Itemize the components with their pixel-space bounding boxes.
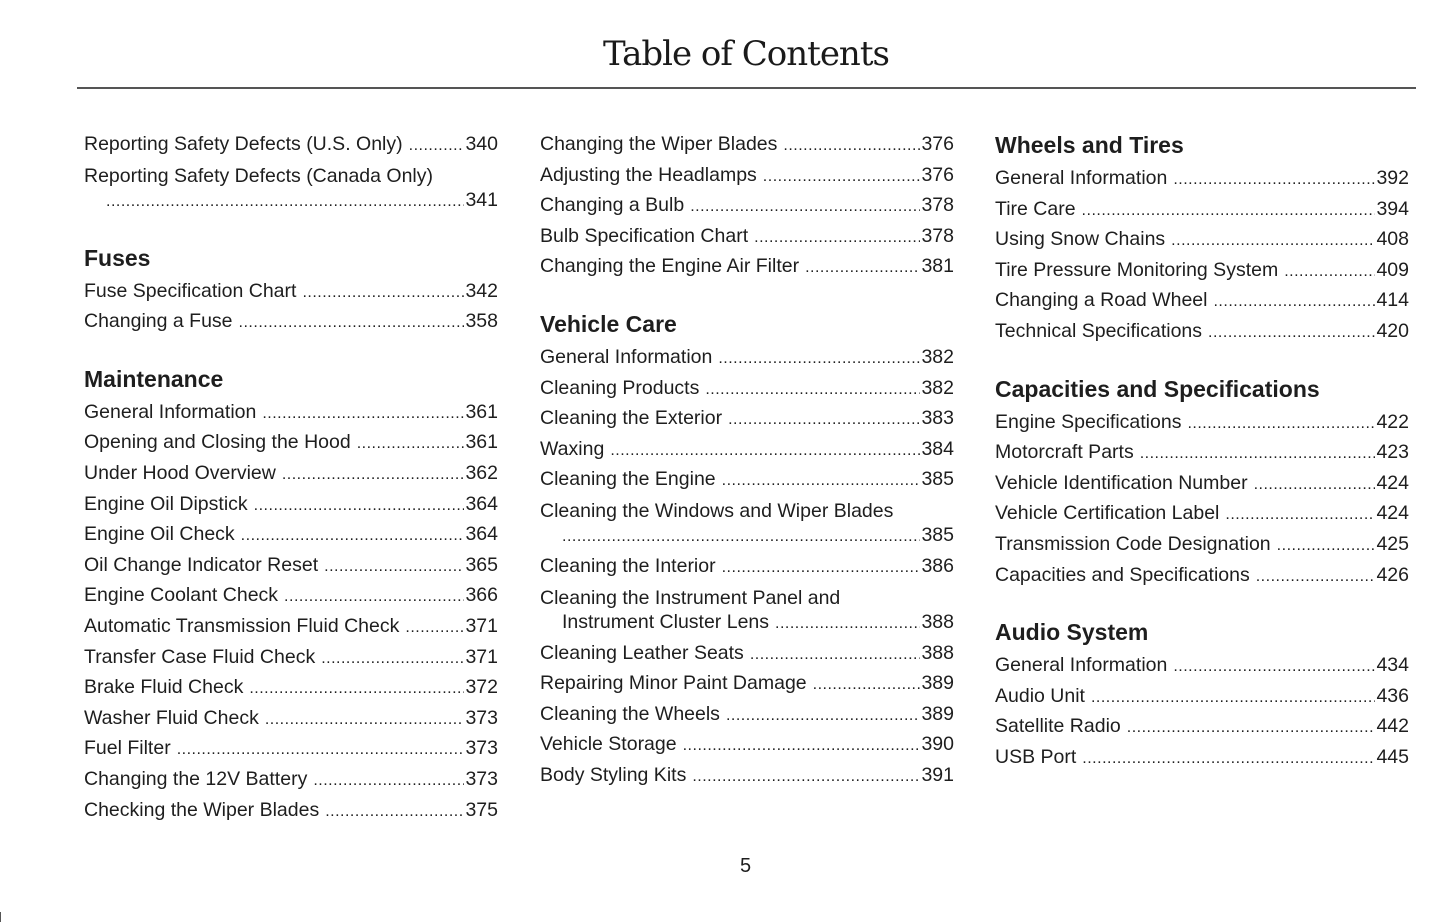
dot-leader [106,187,464,215]
entry-page: 364 [465,492,498,515]
entry-title: Cleaning the Windows and Wiper Blades [540,499,894,522]
dot-leader [1173,164,1375,195]
toc-entry[interactable] [84,428,498,459]
entry-page: 445 [1376,745,1409,768]
dot-leader [282,459,465,490]
entry-page: 424 [1376,502,1409,525]
entry-title: Cleaning the Engine [540,468,716,491]
entry-page: 340 [465,133,498,155]
dot-leader [249,673,464,704]
entry-title: Fuel Filter [84,737,171,760]
entry-title: Checking the Wiper Blades [84,798,320,821]
section-heading: Capacities and Specifications [995,375,1320,402]
entry-page: 384 [921,437,954,460]
toc-entry[interactable] [84,673,498,704]
entry-title: Vehicle Certification Label [995,502,1220,525]
entry-page: 382 [921,345,954,368]
entry-page: 425 [1376,532,1409,555]
dot-leader [1082,195,1376,226]
entry-title: Changing a Road Wheel [995,289,1208,312]
dot-leader [1187,408,1375,439]
entry-title: Repairing Minor Paint Damage [540,672,807,695]
dot-leader [775,609,920,637]
dot-leader [1225,499,1375,530]
toc-entry[interactable] [995,530,1409,561]
entry-title: Engine Specifications [995,410,1182,433]
entry-page: 385 [921,523,954,546]
section-heading: Vehicle Care [540,310,677,337]
section-heading: Audio System [995,619,1149,646]
entry-page: 390 [921,733,954,756]
toc-entry[interactable] [995,438,1409,469]
section-gap [995,591,1409,617]
entry-page: 420 [1376,319,1409,342]
toc-entry[interactable] [84,130,498,161]
entry-title: Cleaning the Wheels [540,702,720,725]
entry-page: 391 [921,763,954,786]
entry-title: General Information [995,654,1168,677]
entry-title: General Information [995,167,1168,189]
dot-leader [1256,561,1376,592]
entry-page: 434 [1376,654,1409,677]
entry-title: Motorcraft Parts [995,441,1134,464]
toc-entry[interactable] [540,404,954,435]
entry-title: Tire Care [995,197,1076,220]
dot-leader [750,639,921,670]
entry-title: Changing the Engine Air Filter [540,255,800,278]
dot-leader [562,522,920,550]
entry-page: 436 [1376,684,1409,707]
toc-entry[interactable] [84,643,498,674]
entry-title: Reporting Safety Defects (U.S. Only) [84,133,403,155]
entry-title: Cleaning the Exterior [540,407,723,430]
toc-entry[interactable] [84,307,498,338]
entry-title: Adjusting the Headlamps [540,163,757,186]
dot-leader [1173,651,1375,682]
entry-page: 389 [921,702,954,725]
dot-leader [1208,317,1375,348]
dot-leader [241,520,465,551]
crop-mark [0,912,1,922]
entry-page: 373 [465,706,498,729]
entry-title: Cleaning the Interior [540,554,716,577]
toc-entry[interactable] [995,408,1409,439]
toc-entry[interactable] [540,583,954,639]
toc-entry[interactable] [84,459,498,490]
toc-entry[interactable] [84,520,498,551]
dot-leader [1284,256,1375,287]
toc-entry[interactable] [84,612,498,643]
toc-entry[interactable] [84,551,498,582]
toc-entry[interactable] [84,734,498,765]
dot-leader [718,343,920,374]
page-title: Table of Contents [603,34,889,74]
toc-column-2 [540,130,954,792]
entry-page: 426 [1376,563,1409,586]
entry-continuation [84,187,498,217]
dot-leader [302,277,464,308]
toc-entry[interactable] [84,161,498,217]
dot-leader [284,581,464,612]
entry-page: 365 [465,553,498,576]
entry-page: 382 [921,376,954,399]
entry-title: General Information [540,345,713,368]
entry-title: Opening and Closing the Hood [84,431,351,454]
toc-entry[interactable] [540,496,954,552]
entry-page: 442 [1376,715,1409,738]
entry-continuation [540,522,954,552]
entry-page: 362 [465,461,498,484]
entry-page: 361 [465,431,498,454]
section-gap [540,283,954,309]
dot-leader [692,761,920,792]
dot-leader [690,191,920,222]
entry-page: 378 [921,224,954,247]
entry-page: 385 [921,468,954,491]
entry-page: 366 [465,584,498,607]
dot-leader [683,730,921,761]
entry-page: 381 [921,255,954,278]
toc-entry[interactable] [540,639,954,670]
toc-entry[interactable] [84,398,498,429]
dot-leader [722,552,921,583]
entry-continuation [540,609,954,639]
dot-leader [610,435,920,466]
toc-entry[interactable] [84,581,498,612]
toc-column-3 [995,130,1409,774]
toc-entry[interactable] [995,651,1409,682]
entry-page: 378 [921,194,954,217]
entry-page: 389 [921,672,954,695]
entry-page: 358 [465,310,498,333]
dot-leader [728,404,920,435]
entry-page: 376 [921,163,954,186]
entry-title: Under Hood Overview [84,461,276,484]
toc-entry[interactable] [540,465,954,496]
entry-title: Satellite Radio [995,715,1121,738]
entry-title: Changing a Fuse [84,310,233,333]
toc-entry[interactable] [995,195,1409,226]
entry-title: Cleaning Leather Seats [540,641,744,664]
entry-title: Brake Fluid Check [84,676,244,699]
dot-leader [1254,469,1376,500]
toc-entry[interactable] [540,669,954,700]
entry-title: Cleaning the Instrument Panel and [540,586,841,609]
toc-entry[interactable] [995,712,1409,743]
toc-entry[interactable] [84,704,498,735]
toc-entry[interactable] [995,682,1409,713]
dot-leader [357,428,465,459]
entry-page: 424 [1376,471,1409,494]
entry-page: 423 [1376,441,1409,464]
dot-leader [722,465,921,496]
entry-title: Capacities and Specifications [995,563,1250,586]
toc-entry[interactable] [540,222,954,253]
dot-leader [325,796,464,827]
dot-leader [1213,286,1375,317]
toc-entry[interactable] [540,435,954,466]
entry-title: Engine Oil Dipstick [84,492,248,515]
section-heading: Fuses [84,244,151,271]
page-number: 5 [740,855,752,877]
dot-leader [705,374,920,405]
toc-entry[interactable] [84,796,498,827]
entry-page: 364 [465,523,498,546]
section-gap [84,338,498,364]
dot-leader [254,490,465,521]
entry-page: 414 [1376,289,1409,312]
entry-title: Changing the 12V Battery [84,767,308,790]
entry-title: Tire Pressure Monitoring System [995,258,1279,281]
entry-title: Using Snow Chains [995,228,1166,251]
entry-title: Fuse Specification Chart [84,279,297,302]
entry-title: USB Port [995,745,1077,768]
dot-leader [262,398,464,429]
toc-entry[interactable] [995,561,1409,592]
entry-page: 341 [465,188,498,211]
toc-entry[interactable] [995,286,1409,317]
toc-entry[interactable] [540,374,954,405]
entry-page: 373 [465,767,498,790]
dot-leader [1277,530,1376,561]
entry-title: Engine Oil Check [84,523,235,546]
entry-title: Body Styling Kits [540,763,687,786]
entry-title: Audio Unit [995,684,1085,707]
toc-entry[interactable] [540,730,954,761]
entry-page: 372 [465,676,498,699]
section-gap [995,348,1409,374]
toc-entry[interactable] [540,191,954,222]
section-heading: Maintenance [84,365,224,392]
dot-leader [265,704,465,735]
dot-leader [1140,438,1376,469]
toc-entry[interactable] [995,469,1409,500]
toc-entry[interactable] [540,130,954,161]
entry-page: 371 [465,645,498,668]
entry-title: Washer Fluid Check [84,706,259,729]
toc-entry[interactable] [995,743,1409,774]
dot-leader [321,643,464,674]
entry-title: Transmission Code Designation [995,532,1271,555]
toc-entry[interactable] [540,161,954,192]
entry-title: Technical Specifications [995,319,1203,342]
toc-entry[interactable] [995,499,1409,530]
entry-page: 386 [921,554,954,577]
dot-leader [783,130,920,161]
toc-entry[interactable] [84,277,498,308]
dot-leader [763,161,921,192]
entry-page: 392 [1376,167,1409,189]
entry-page: 409 [1376,258,1409,281]
entry-page: 376 [921,133,954,155]
entry-page: 342 [465,279,498,302]
entry-title: Vehicle Storage [540,733,677,756]
entry-title: Automatic Transmission Fluid Check [84,614,400,637]
entry-page: 383 [921,407,954,430]
entry-title: Oil Change Indicator Reset [84,553,319,576]
entry-title: Cleaning Products [540,376,700,399]
entry-page: 371 [465,614,498,637]
entry-title: Bulb Specification Chart [540,224,749,247]
dot-leader [313,765,464,796]
dot-leader [805,252,920,283]
section-gap [84,217,498,243]
entry-title-continued: Instrument Cluster Lens [562,610,770,633]
entry-title: Vehicle Identification Number [995,471,1248,494]
entry-title: Waxing [540,437,605,460]
toc-entry[interactable] [995,317,1409,348]
entry-page: 388 [921,641,954,664]
dot-leader [405,612,464,643]
toc-column-1 [84,130,498,826]
dot-leader [324,551,464,582]
toc-entry[interactable] [84,490,498,521]
entry-title: General Information [84,400,257,423]
dot-leader [754,222,920,253]
dot-leader [1082,743,1375,774]
entry-title: Engine Coolant Check [84,584,279,607]
dot-leader [813,669,921,700]
entry-page: 373 [465,737,498,760]
dot-leader [239,307,465,338]
title-divider [77,87,1416,89]
entry-title: Changing a Bulb [540,194,685,217]
entry-page: 375 [465,798,498,821]
dot-leader [1091,682,1375,713]
dot-leader [1171,225,1375,256]
toc-entry[interactable] [540,761,954,792]
toc-entry[interactable] [540,252,954,283]
toc-entry[interactable] [995,256,1409,287]
entry-title: Reporting Safety Defects (Canada Only) [84,164,434,187]
dot-leader [1127,712,1376,743]
toc-entry[interactable] [995,164,1409,195]
dot-leader [409,130,465,161]
toc-entry[interactable] [84,765,498,796]
entry-page: 408 [1376,228,1409,251]
entry-page: 422 [1376,410,1409,433]
entry-title: Transfer Case Fluid Check [84,645,316,668]
entry-page: 394 [1376,197,1409,220]
entry-page: 361 [465,400,498,423]
entry-title: Changing the Wiper Blades [540,133,778,155]
dot-leader [726,700,921,731]
toc-entry[interactable] [540,343,954,374]
section-heading: Wheels and Tires [995,132,1184,158]
toc-entry[interactable] [540,700,954,731]
toc-entry[interactable] [995,225,1409,256]
entry-page: 388 [921,610,954,633]
dot-leader [177,734,465,765]
toc-entry[interactable] [540,552,954,583]
